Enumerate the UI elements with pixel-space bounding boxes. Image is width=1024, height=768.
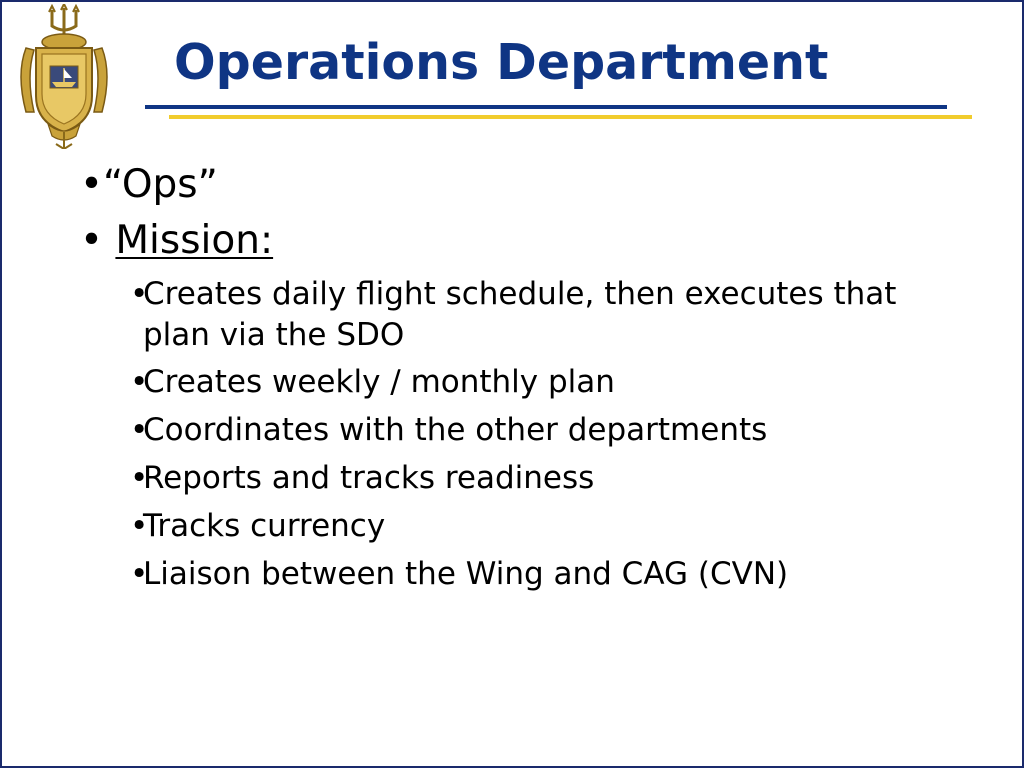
mission-item-text: Liaison between the Wing and CAG (CVN) [143,556,789,593]
naval-academy-crest-icon [12,4,112,149]
bullet-glyph: • [130,412,149,449]
mission-item-text: Tracks currency [143,508,386,545]
bullet-glyph: • [130,364,149,401]
title-underline-gold [169,115,972,119]
title-underline-blue [145,105,947,109]
bullet-glyph: • [130,460,149,497]
bullet-glyph: • [130,556,149,593]
bullet-text: “Ops” [103,162,218,207]
mission-item-text: Coordinates with the other departments [143,412,768,449]
bullet-text: Mission: [115,217,274,263]
bullet-mission [80,218,960,265]
mission-item [130,506,903,547]
mission-item [130,362,903,403]
slide-body [80,162,960,602]
bullet-glyph: • [80,162,104,207]
mission-list [80,274,960,595]
bullet-glyph: • [80,217,116,263]
mission-item-text: Reports and tracks readiness [143,460,595,497]
slide-title: Operations Department [174,34,829,91]
mission-item [130,274,903,356]
mission-item-text: Creates weekly / monthly plan [143,364,615,401]
bullet-glyph: • [130,508,149,545]
mission-item [130,458,903,499]
mission-item [130,410,903,451]
mission-item [130,554,903,595]
bullet-ops [80,162,960,209]
bullet-glyph: • [130,275,149,312]
mission-item-text: Creates daily flight schedule, then executes that plan via the SDO [143,275,897,353]
